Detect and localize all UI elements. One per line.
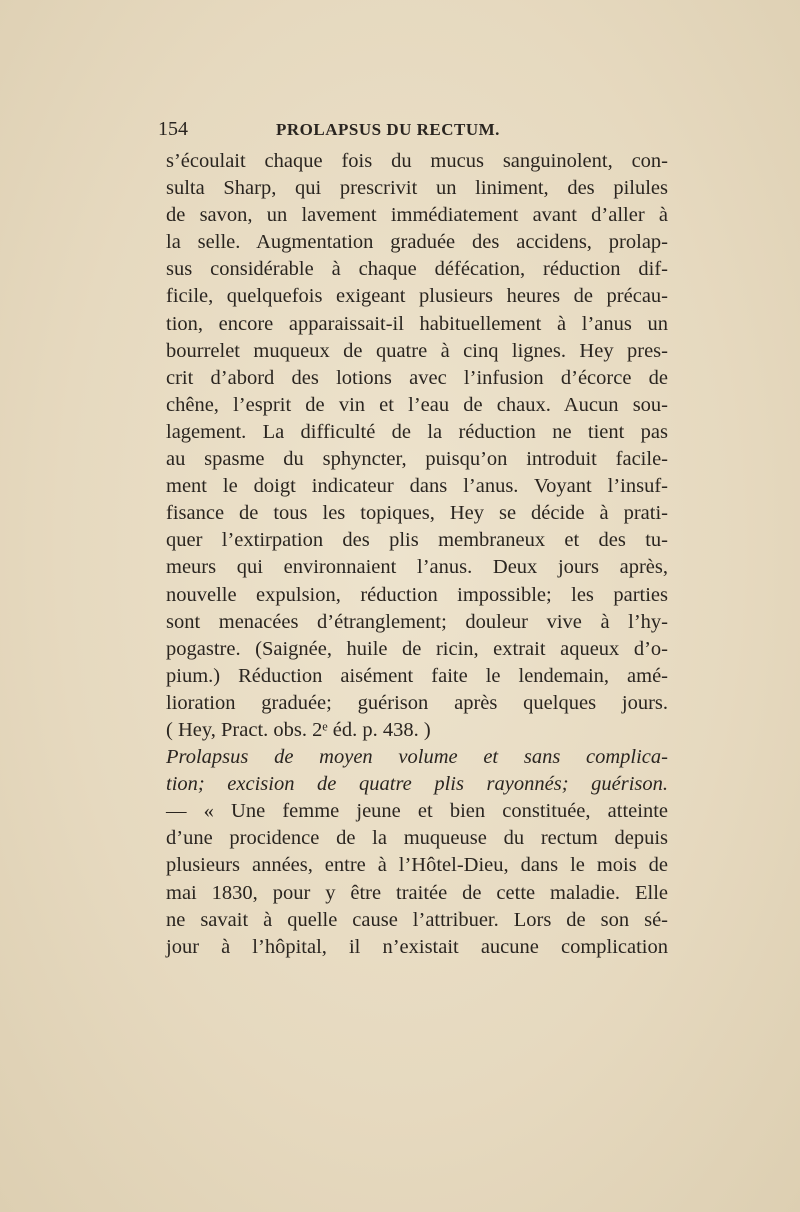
text-line: la selle. Augmentation graduée des accidens, prolap- [166, 231, 668, 254]
text-line: lagement. La difficulté de la réduction ne tient pas [166, 420, 668, 443]
text-line: — « Une femme jeune et bien constituée, atteinte [166, 800, 668, 823]
text-line: meurs qui environnaient l’anus. Deux jours après, [166, 556, 668, 579]
text-line: ment le doigt indicateur dans l’anus. Voyant l’insuf- [166, 475, 668, 498]
text-line: chêne, l’esprit de vin et l’eau de chaux. Aucun sou- [166, 393, 668, 416]
text-line: bourrelet muqueux de quatre à cinq lignes. Hey pres- [166, 339, 668, 362]
text-line: tion, encore apparaissait-il habituellement à l’anus un [166, 312, 668, 335]
text-line: pogastre. (Saignée, huile de ricin, extrait aqueux d’o- [166, 637, 668, 660]
text-line: d’une procidence de la muqueuse du rectum depuis [166, 827, 668, 850]
running-head: PROLAPSUS DU RECTUM. [276, 120, 500, 139]
text-line: fisance de tous les topiques, Hey se décide à prati- [166, 502, 668, 525]
body-text [166, 148, 668, 961]
text-line: sus considérable à chaque défécation, réduction dif- [166, 258, 668, 281]
text-line: nouvelle expulsion, réduction impossible; les parties [166, 583, 668, 606]
text-line: sulta Sharp, qui prescrivit un liniment, des pilules [166, 177, 668, 200]
text-line: ( Hey, Pract. obs. 2ᵉ éd. p. 438. ) [166, 718, 431, 741]
text-line: mai 1830, pour y être traitée de cette maladie. Elle [166, 881, 668, 904]
text-line: ficile, quelquefois exigeant plusieurs heures de précau- [166, 285, 668, 308]
page-header [158, 118, 668, 152]
text-line: s’écoulait chaque fois du mucus sanguinolent, con- [166, 150, 668, 172]
book-page [158, 118, 668, 961]
text-line: plusieurs années, entre à l’Hôtel-Dieu, dans le mois de [166, 854, 668, 877]
text-line: quer l’extirpation des plis membraneux et des tu- [166, 529, 668, 552]
text-line: au spasme du sphyncter, puisqu’on introduit facile- [166, 448, 668, 471]
text-line: lioration graduée; guérison après quelques jours. [166, 691, 668, 714]
page-number: 154 [158, 118, 188, 140]
text-line: pium.) Réduction aisément faite le lendemain, amé- [166, 664, 668, 687]
text-line: de savon, un lavement immédiatement avant d’aller à [166, 204, 668, 227]
text-line: Prolapsus de moyen volume et sans complica- [166, 746, 668, 769]
text-line: jour à l’hôpital, il n’existait aucune complication [166, 935, 668, 958]
text-line: crit d’abord des lotions avec l’infusion d’écorce de [166, 366, 668, 389]
text-line: tion; excision de quatre plis rayonnés; guérison. [166, 773, 668, 796]
text-line: sont menacées d’étranglement; douleur vive à l’hy- [166, 610, 668, 633]
text-line: ne savait à quelle cause l’attribuer. Lors de son sé- [166, 908, 668, 931]
